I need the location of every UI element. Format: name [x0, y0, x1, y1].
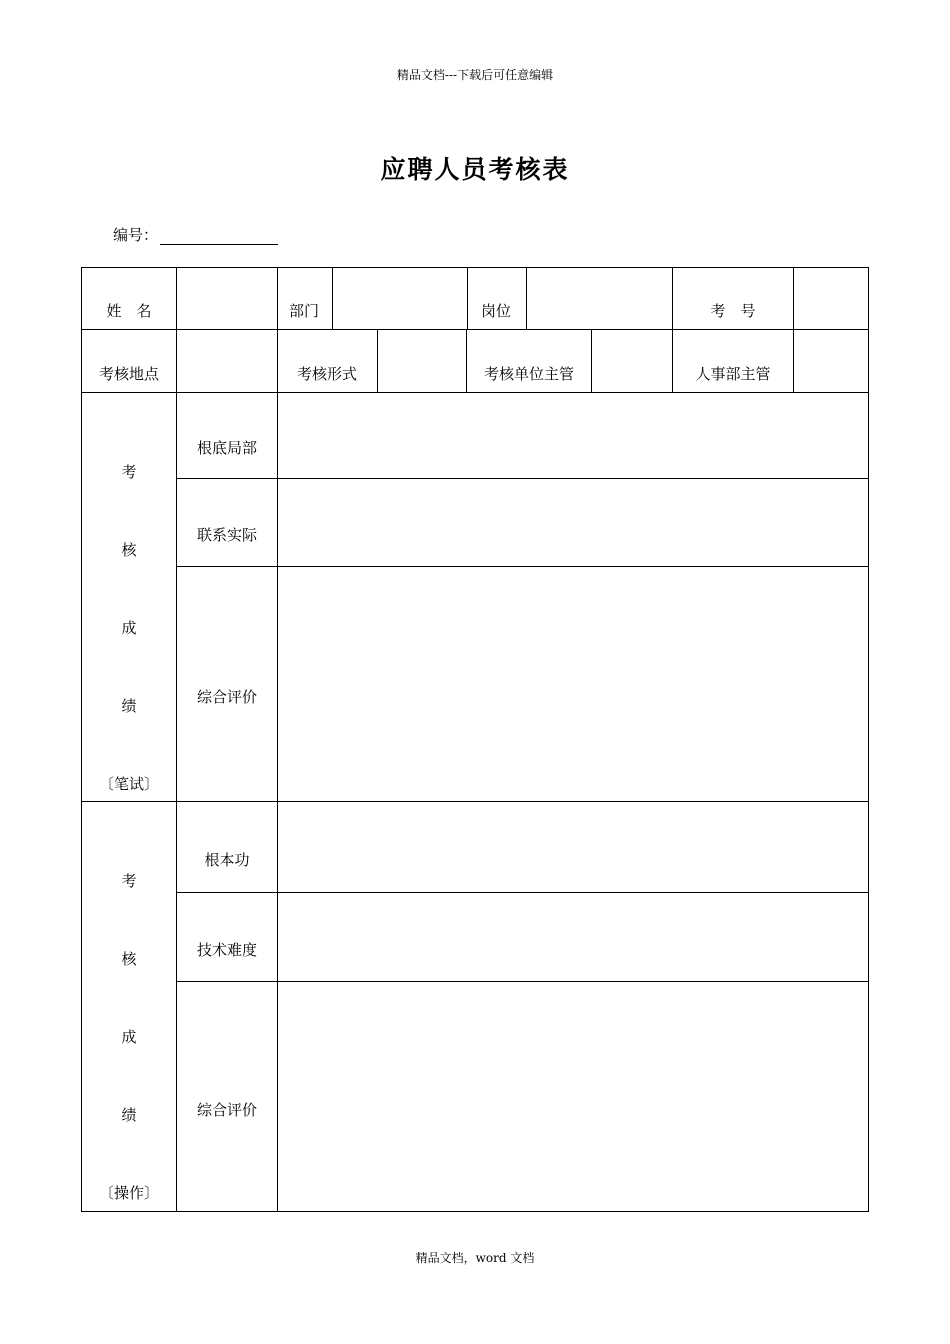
location-field[interactable] — [177, 330, 276, 392]
hr-head-field[interactable] — [794, 330, 867, 392]
section-written-char: 绩 — [121, 697, 137, 715]
table-border-bottom — [81, 1211, 869, 1212]
practical-difficulty-field[interactable] — [278, 893, 867, 981]
practical-item-fundamentals: 根本功 — [204, 851, 250, 869]
table-col-divider — [672, 267, 673, 329]
table-col-divider — [466, 329, 467, 392]
section-practical-char: 考 — [121, 872, 137, 890]
written-basics-field[interactable] — [278, 393, 867, 478]
table-col-divider — [277, 267, 278, 329]
table-col-divider — [467, 267, 468, 329]
serial-number — [113, 224, 278, 245]
section-written-char: 考 — [121, 463, 137, 481]
section-practical-suffix: 〔操作〕 — [98, 1184, 160, 1202]
written-overall-field[interactable] — [278, 567, 867, 801]
label-unit-head: 考核单位主管 — [483, 365, 575, 383]
label-position: 岗位 — [481, 302, 512, 320]
section-practical-char: 核 — [121, 950, 137, 968]
label-name: 姓 名 — [106, 302, 152, 320]
written-practice-field[interactable] — [278, 479, 867, 566]
assessment-form-field[interactable] — [378, 330, 466, 392]
practical-item-difficulty: 技术难度 — [196, 941, 258, 959]
table-col-divider — [672, 329, 673, 392]
section-written-char: 成 — [121, 619, 137, 637]
table-border-right — [868, 267, 869, 1212]
written-item-overall: 综合评价 — [196, 688, 258, 706]
practical-overall-field[interactable] — [278, 982, 867, 1211]
table-border-left — [81, 267, 82, 1212]
practical-item-overall: 综合评价 — [196, 1101, 258, 1119]
unit-head-field[interactable] — [592, 330, 671, 392]
table-col-divider — [176, 267, 177, 1212]
label-department: 部门 — [289, 302, 320, 320]
section-written-char: 核 — [121, 541, 137, 559]
label-location: 考核地点 — [98, 365, 160, 383]
header-note: 精品文档---下载后可任意编辑 — [396, 68, 554, 82]
page-title: 应聘人员考核表 — [380, 155, 570, 184]
practical-fundamentals-field[interactable] — [278, 802, 867, 892]
department-field[interactable] — [333, 268, 466, 329]
section-practical-char: 成 — [121, 1028, 137, 1046]
exam-number-field[interactable] — [794, 268, 867, 329]
serial-blank[interactable] — [160, 230, 278, 245]
label-assessment-form: 考核形式 — [296, 365, 358, 383]
footer-note: 精品文档，word 文档 — [415, 1251, 535, 1265]
section-practical-char: 绩 — [121, 1106, 137, 1124]
table-col-divider — [277, 329, 278, 392]
written-item-basics: 根底局部 — [196, 439, 258, 457]
label-hr-head: 人事部主管 — [695, 365, 771, 383]
written-item-practice: 联系实际 — [196, 526, 258, 544]
name-field[interactable] — [177, 268, 276, 329]
position-field[interactable] — [527, 268, 671, 329]
section-written-suffix: 〔笔试〕 — [98, 775, 160, 793]
serial-label: 编号： — [113, 226, 159, 244]
label-exam-number: 考 号 — [710, 302, 756, 320]
